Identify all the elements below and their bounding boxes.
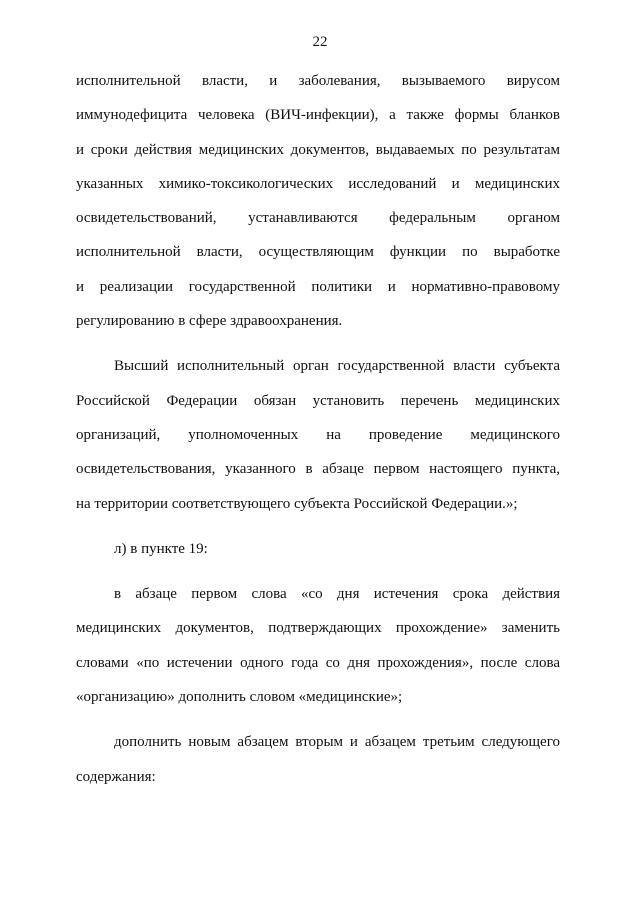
text-line: исполнительной власти, осуществляющим функции по выработке — [76, 244, 560, 261]
text-line: и реализации государственной политики и нормативно-правовому — [76, 278, 560, 295]
text-line: «организацию» дополнить словом «медицинские»; — [76, 689, 403, 706]
text-line: л) в пункте 19: — [114, 540, 208, 557]
text-line: иммунодефицита человека (ВИЧ-инфекции), а также формы бланков — [76, 107, 560, 124]
text-line: дополнить новым абзацем вторым и абзацем третьим следующего — [114, 734, 560, 751]
text-line: освидетельствования, указанного в абзаце первом настоящего пункта, — [76, 461, 560, 478]
page-number: 22 — [312, 34, 328, 50]
text-line: освидетельствований, устанавливаются федеральным органом — [76, 210, 560, 227]
text-line: словами «по истечении одного года со дня прохождения», после слова — [76, 654, 560, 671]
paragraph-item-l — [76, 532, 560, 566]
text-line: организаций, уполномоченных на проведение медицинского — [76, 426, 560, 443]
paragraph-first-abzac-change — [76, 577, 560, 714]
text-line: медицинских документов, подтверждающих прохождение» заменить — [76, 620, 560, 637]
text-line: регулированию в сфере здравоохранения. — [76, 313, 343, 330]
text-line: исполнительной власти, и заболевания, вызываемого вирусом — [76, 73, 560, 89]
text-line: Высший исполнительный орган государственной власти субъекта — [114, 358, 560, 375]
paragraph-continuation — [76, 64, 560, 338]
text-line: в абзаце первом слова «со дня истечения срока действия — [114, 586, 560, 603]
paragraph-regional-authority — [76, 349, 560, 520]
text-line: на территории соответствующего субъекта Российской Федерации.»; — [76, 495, 518, 512]
text-line: содержания: — [76, 768, 156, 785]
text-line: и сроки действия медицинских документов, выдаваемых по результатам — [76, 141, 560, 158]
paragraph-add-abzacs — [76, 725, 560, 794]
document-body — [76, 64, 560, 794]
text-line: Российской Федерации обязан установить перечень медицинских — [76, 392, 560, 409]
text-line: указанных химико-токсикологических исследований и медицинских — [76, 175, 560, 192]
